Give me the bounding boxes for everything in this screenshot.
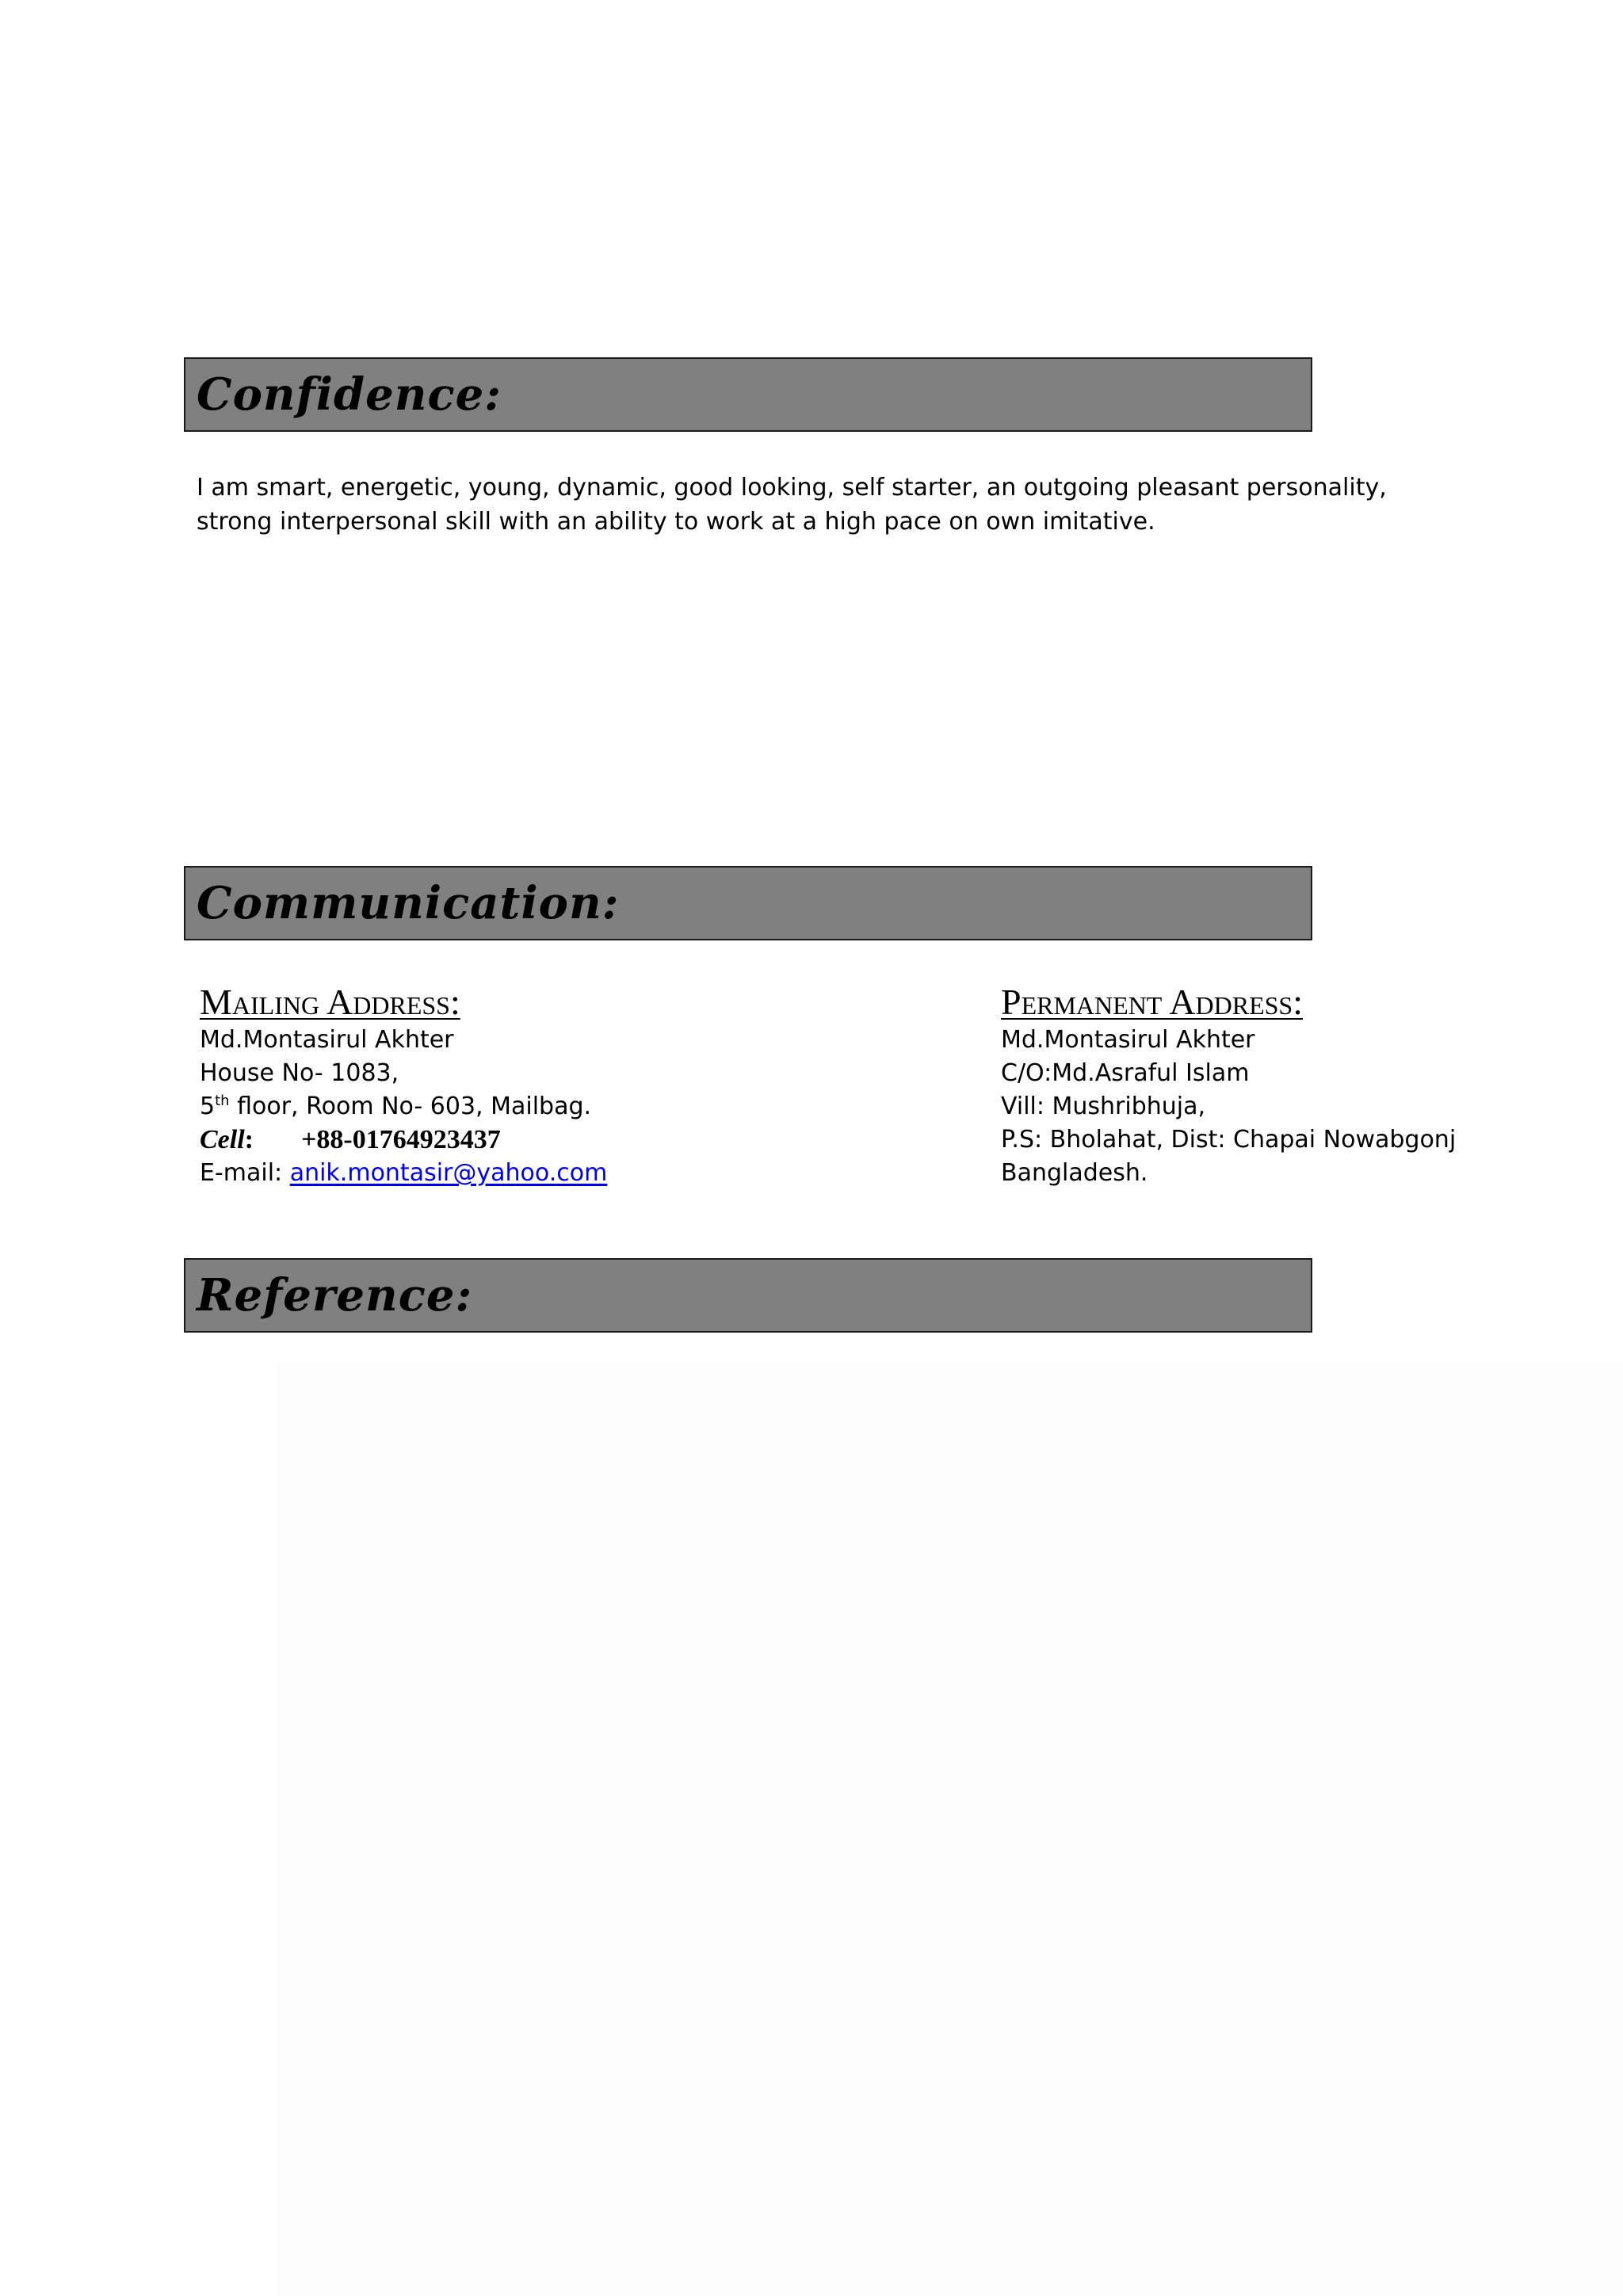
mailing-floor	[200, 1090, 607, 1123]
page-background-shade	[277, 1363, 1623, 2296]
permanent-country: Bangladesh.	[1001, 1159, 1148, 1187]
permanent-name: Md.Montasirul Akhter	[1001, 1026, 1255, 1054]
reference-heading: Reference:	[197, 1269, 473, 1322]
confidence-header-bar	[184, 357, 1312, 432]
permanent-village: Vill: Mushribhuja,	[1001, 1093, 1206, 1120]
floor-details: floor, Room No- 603, Mailbag.	[229, 1093, 592, 1120]
floor-ordinal: th	[215, 1093, 230, 1109]
mailing-address-heading: Mailing Address:	[200, 982, 460, 1022]
permanent-address-heading: Permanent Address:	[1001, 982, 1304, 1022]
permanent-care-of: C/O:Md.Asraful Islam	[1001, 1059, 1250, 1087]
email-label: E-mail:	[200, 1159, 290, 1187]
mailing-house: House No- 1083,	[200, 1059, 399, 1087]
email-link[interactable]: anik.montasir@yahoo.com	[289, 1159, 608, 1187]
mailing-address-block	[200, 981, 607, 1190]
cell-number: +88-01764923437	[301, 1125, 501, 1154]
confidence-heading: Confidence:	[197, 368, 502, 421]
communication-heading: Communication:	[197, 877, 620, 929]
mailing-cell	[200, 1123, 607, 1157]
mailing-email	[200, 1157, 607, 1190]
cell-label: Cell	[200, 1125, 245, 1154]
permanent-police-station: P.S: Bholahat, Dist: Chapai Nowabgonj	[1001, 1126, 1457, 1154]
floor-number: 5	[200, 1093, 216, 1120]
confidence-paragraph: I am smart, energetic, young, dynamic, good looking, self starter, an outgoing pleasant personality, strong interpersonal skill with an ability to work at a high pace on own imitative.	[197, 474, 1387, 536]
communication-header-bar	[184, 866, 1312, 940]
mailing-name: Md.Montasirul Akhter	[200, 1026, 454, 1054]
cell-colon: :	[244, 1125, 254, 1154]
reference-header-bar	[184, 1258, 1312, 1333]
permanent-address-block	[1001, 981, 1456, 1190]
